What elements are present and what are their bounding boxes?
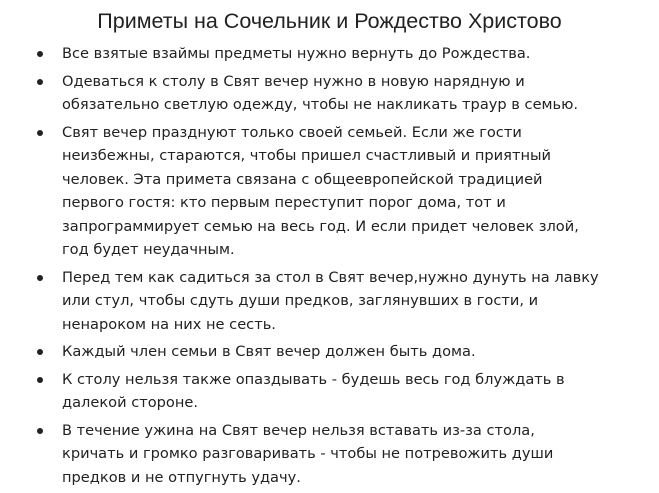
bullet-icon — [37, 377, 43, 383]
list-item-text: В течение ужина на Свят вечер нельзя вставать из-за стола, кричать и громко разговаривать - чтобы не потревожить души предков и не отпугнуть удачу. — [62, 421, 554, 486]
list-item — [0, 266, 659, 337]
list-item-text: К столу нельзя также опаздывать - будешь весь год блуждать в далекой стороне. — [62, 370, 565, 411]
list-item — [0, 419, 659, 490]
list-item-text: Каждый член семьи в Свят вечер должен быть дома. — [62, 343, 476, 360]
bullet-list — [0, 42, 659, 493]
list-item — [0, 368, 659, 415]
bullet-icon — [37, 349, 43, 355]
list-item-text: Все взятые взаймы предметы нужно вернуть до Рождества. — [62, 45, 531, 62]
page-title: Приметы на Сочельник и Рождество Христово — [97, 9, 562, 33]
list-item — [0, 121, 659, 262]
bullet-icon — [37, 79, 43, 85]
list-item — [0, 70, 659, 117]
list-item-text: Перед тем как садиться за стол в Свят вечер,нужно дунуть на лавку или стул, чтобы сдуть души предков, заглянувших в гости, и ненароком на них не сесть. — [62, 268, 599, 333]
list-item-text: Свят вечер празднуют только своей семьей. Если же гости неизбежны, стараются, чтобы пришел счастливый и приятный человек. Эта примета связана с общеевропейской традицией первого гостя: кто первым переступит порог дома, тот и запрограммирует семью на весь год. И если придет человек злой, год будет неудачным. — [62, 123, 579, 258]
bullet-icon — [37, 428, 43, 434]
bullet-icon — [37, 51, 43, 57]
bullet-icon — [37, 275, 43, 281]
bullet-icon — [37, 130, 43, 136]
list-item — [0, 340, 659, 364]
list-item — [0, 42, 659, 66]
list-item-text: Одеваться к столу в Свят вечер нужно в новую нарядную и обязательно светлую одежду, чтобы не накликать траур в семью. — [62, 72, 579, 113]
